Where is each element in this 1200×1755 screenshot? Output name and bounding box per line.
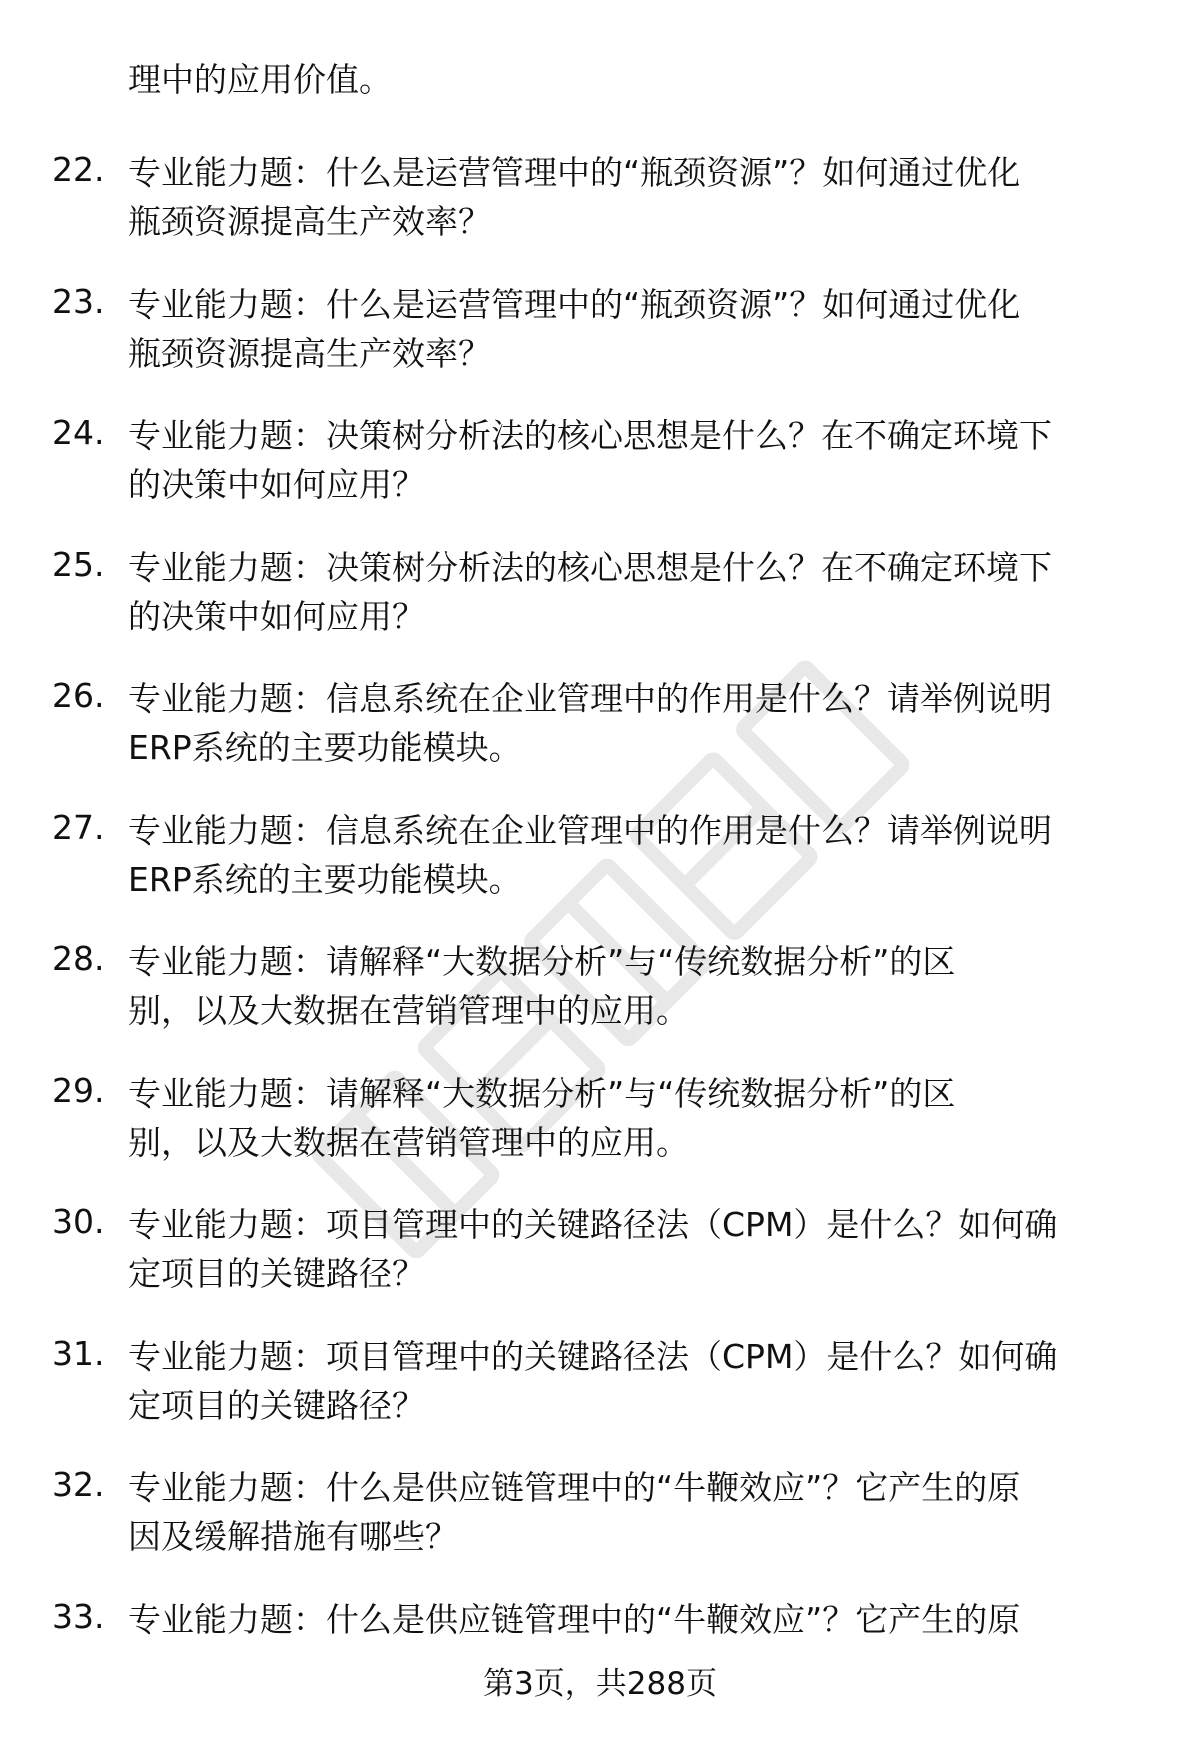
item-text bbox=[128, 1200, 1158, 1298]
item-number: 29. bbox=[52, 1070, 105, 1110]
item-text bbox=[128, 1463, 1158, 1561]
item-text bbox=[128, 280, 1158, 378]
continuation-text: 理中的应用价值。 bbox=[128, 60, 392, 99]
item-text-line: 专业能力题：什么是运营管理中的“瓶颈资源”？如何通过优化 bbox=[128, 153, 1021, 192]
item-text-line: 专业能力题：请解释“大数据分析”与“传统数据分析”的区 bbox=[128, 1073, 956, 1113]
list-item bbox=[0, 280, 1200, 412]
item-text-line: 定项目的关键路径？ bbox=[128, 1385, 425, 1425]
item-text-line: 专业能力题：项目管理中的关键路径法（CPM）是什么？如何确 bbox=[128, 1205, 1058, 1244]
item-text-line: 专业能力题：什么是供应链管理中的“牛鞭效应”？它产生的原 bbox=[128, 1468, 1021, 1507]
item-number: 24. bbox=[52, 413, 105, 452]
item-text bbox=[128, 411, 1158, 509]
item-text-line: 专业能力题：什么是供应链管理中的“牛鞭效应”？它产生的原 bbox=[128, 1599, 1021, 1639]
item-text bbox=[128, 1332, 1158, 1430]
item-text bbox=[128, 674, 1158, 772]
item-text-line: 的决策中如何应用？ bbox=[128, 596, 425, 636]
list-item bbox=[0, 806, 1200, 938]
item-text bbox=[128, 148, 1158, 246]
list-item bbox=[0, 1595, 1200, 1727]
question-list bbox=[0, 148, 1200, 1726]
item-text-line: 专业能力题：信息系统在企业管理中的作用是什么？请举例说明 bbox=[128, 679, 1052, 718]
list-item bbox=[0, 1463, 1200, 1595]
item-number: 31. bbox=[52, 1333, 105, 1373]
item-text-line: 的决策中如何应用？ bbox=[128, 465, 425, 504]
list-item bbox=[0, 1200, 1200, 1332]
item-text-line: 专业能力题：决策树分析法的核心思想是什么？在不确定环境下 bbox=[128, 416, 1052, 455]
item-number: 27. bbox=[52, 807, 105, 847]
item-number: 22. bbox=[52, 150, 105, 189]
item-text-line: 专业能力题：决策树分析法的核心思想是什么？在不确定环境下 bbox=[128, 547, 1052, 587]
item-text-line: 别，以及大数据在营销管理中的应用。 bbox=[128, 1122, 689, 1162]
item-number: 25. bbox=[52, 544, 105, 584]
item-text bbox=[128, 1595, 1158, 1644]
page-footer: 第3页，共288页 bbox=[483, 1666, 717, 1702]
list-item bbox=[0, 1332, 1200, 1464]
item-text-line: ERP系统的主要功能模块。 bbox=[128, 728, 522, 767]
list-item bbox=[0, 543, 1200, 675]
item-text-line: 专业能力题：项目管理中的关键路径法（CPM）是什么？如何确 bbox=[128, 1336, 1058, 1376]
item-text-line: 别，以及大数据在营销管理中的应用。 bbox=[128, 991, 689, 1030]
item-text-line: 专业能力题：请解释“大数据分析”与“传统数据分析”的区 bbox=[128, 942, 956, 981]
item-text-line: 专业能力题：信息系统在企业管理中的作用是什么？请举例说明 bbox=[128, 810, 1052, 850]
list-item bbox=[0, 148, 1200, 280]
item-text-line: ERP系统的主要功能模块。 bbox=[128, 859, 522, 899]
item-text-line: 定项目的关键路径？ bbox=[128, 1254, 425, 1293]
item-text-line: 因及缓解措施有哪些？ bbox=[128, 1517, 458, 1556]
item-number: 33. bbox=[52, 1596, 105, 1636]
item-number: 23. bbox=[52, 281, 105, 321]
list-item bbox=[0, 411, 1200, 543]
list-item bbox=[0, 937, 1200, 1069]
item-text bbox=[128, 937, 1158, 1035]
item-number: 32. bbox=[52, 1465, 105, 1504]
item-number: 26. bbox=[52, 676, 105, 715]
item-number: 28. bbox=[52, 939, 105, 978]
item-text bbox=[128, 806, 1158, 904]
item-text bbox=[128, 543, 1158, 641]
item-number: 30. bbox=[52, 1202, 105, 1241]
list-item bbox=[0, 1069, 1200, 1201]
item-text-line: 瓶颈资源提高生产效率？ bbox=[128, 333, 491, 373]
item-text-line: 瓶颈资源提高生产效率？ bbox=[128, 202, 491, 241]
item-text bbox=[128, 1069, 1158, 1167]
list-item bbox=[0, 674, 1200, 806]
item-text-line: 专业能力题：什么是运营管理中的“瓶颈资源”？如何通过优化 bbox=[128, 284, 1021, 324]
